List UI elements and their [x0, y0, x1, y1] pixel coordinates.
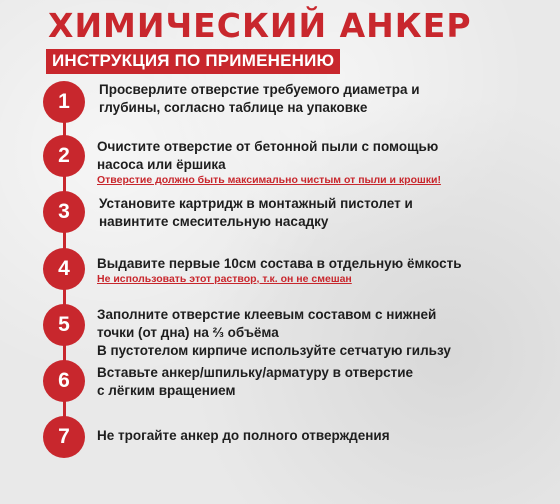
step-line: Вставьте анкер/шпильку/арматуру в отверстие: [97, 365, 414, 380]
step-line: Установите картридж в монтажный пистолет и: [99, 196, 413, 211]
step-1-text: [99, 81, 420, 117]
step-line: глубины, согласно таблице на упаковке: [99, 100, 368, 115]
step-4-text: [97, 255, 462, 285]
step-warning-note: Отверстие должно быть максимально чистым от пыли и крошки!: [97, 174, 441, 186]
step-2-text: [97, 138, 441, 186]
step-warning-note: Не использовать этот раствор, т.к. он не смешан: [97, 273, 352, 285]
step-line: навинтите смесительную насадку: [99, 214, 329, 229]
step-number-badge: 7: [43, 416, 85, 458]
step-line: насоса или ёршика: [97, 157, 226, 172]
subtitle-banner: ИНСТРУКЦИЯ ПО ПРИМЕНЕНИЮ: [46, 49, 340, 74]
step-line: Очистите отверстие от бетонной пыли с помощью: [97, 139, 439, 154]
step-7-text: [97, 427, 390, 445]
step-line: с лёгким вращением: [97, 383, 236, 398]
step-number-badge: 6: [43, 360, 85, 402]
step-6-text: [97, 364, 413, 400]
step-line: точки (от дна) на ⅔ объёма: [97, 325, 279, 340]
step-5-text: [97, 306, 451, 360]
page-title: ХИМИЧЕСКИЙ АНКЕР: [48, 6, 472, 45]
step-number-badge: 1: [43, 81, 85, 123]
step-number-badge: 2: [43, 135, 85, 177]
step-line: Просверлите отверстие требуемого диаметра и: [99, 82, 420, 97]
step-line: Не трогайте анкер до полного отверждения: [97, 428, 390, 443]
step-3-text: [99, 195, 413, 231]
step-number-badge: 4: [43, 248, 85, 290]
step-line: Выдавите первые 10см состава в отдельную ёмкость: [97, 256, 462, 271]
step-number-badge: 3: [43, 191, 85, 233]
step-line: Заполните отверстие клеевым составом с нижней: [97, 307, 437, 322]
step-number-badge: 5: [43, 304, 85, 346]
step-line: В пустотелом кирпиче используйте сетчатую гильзу: [97, 343, 451, 358]
